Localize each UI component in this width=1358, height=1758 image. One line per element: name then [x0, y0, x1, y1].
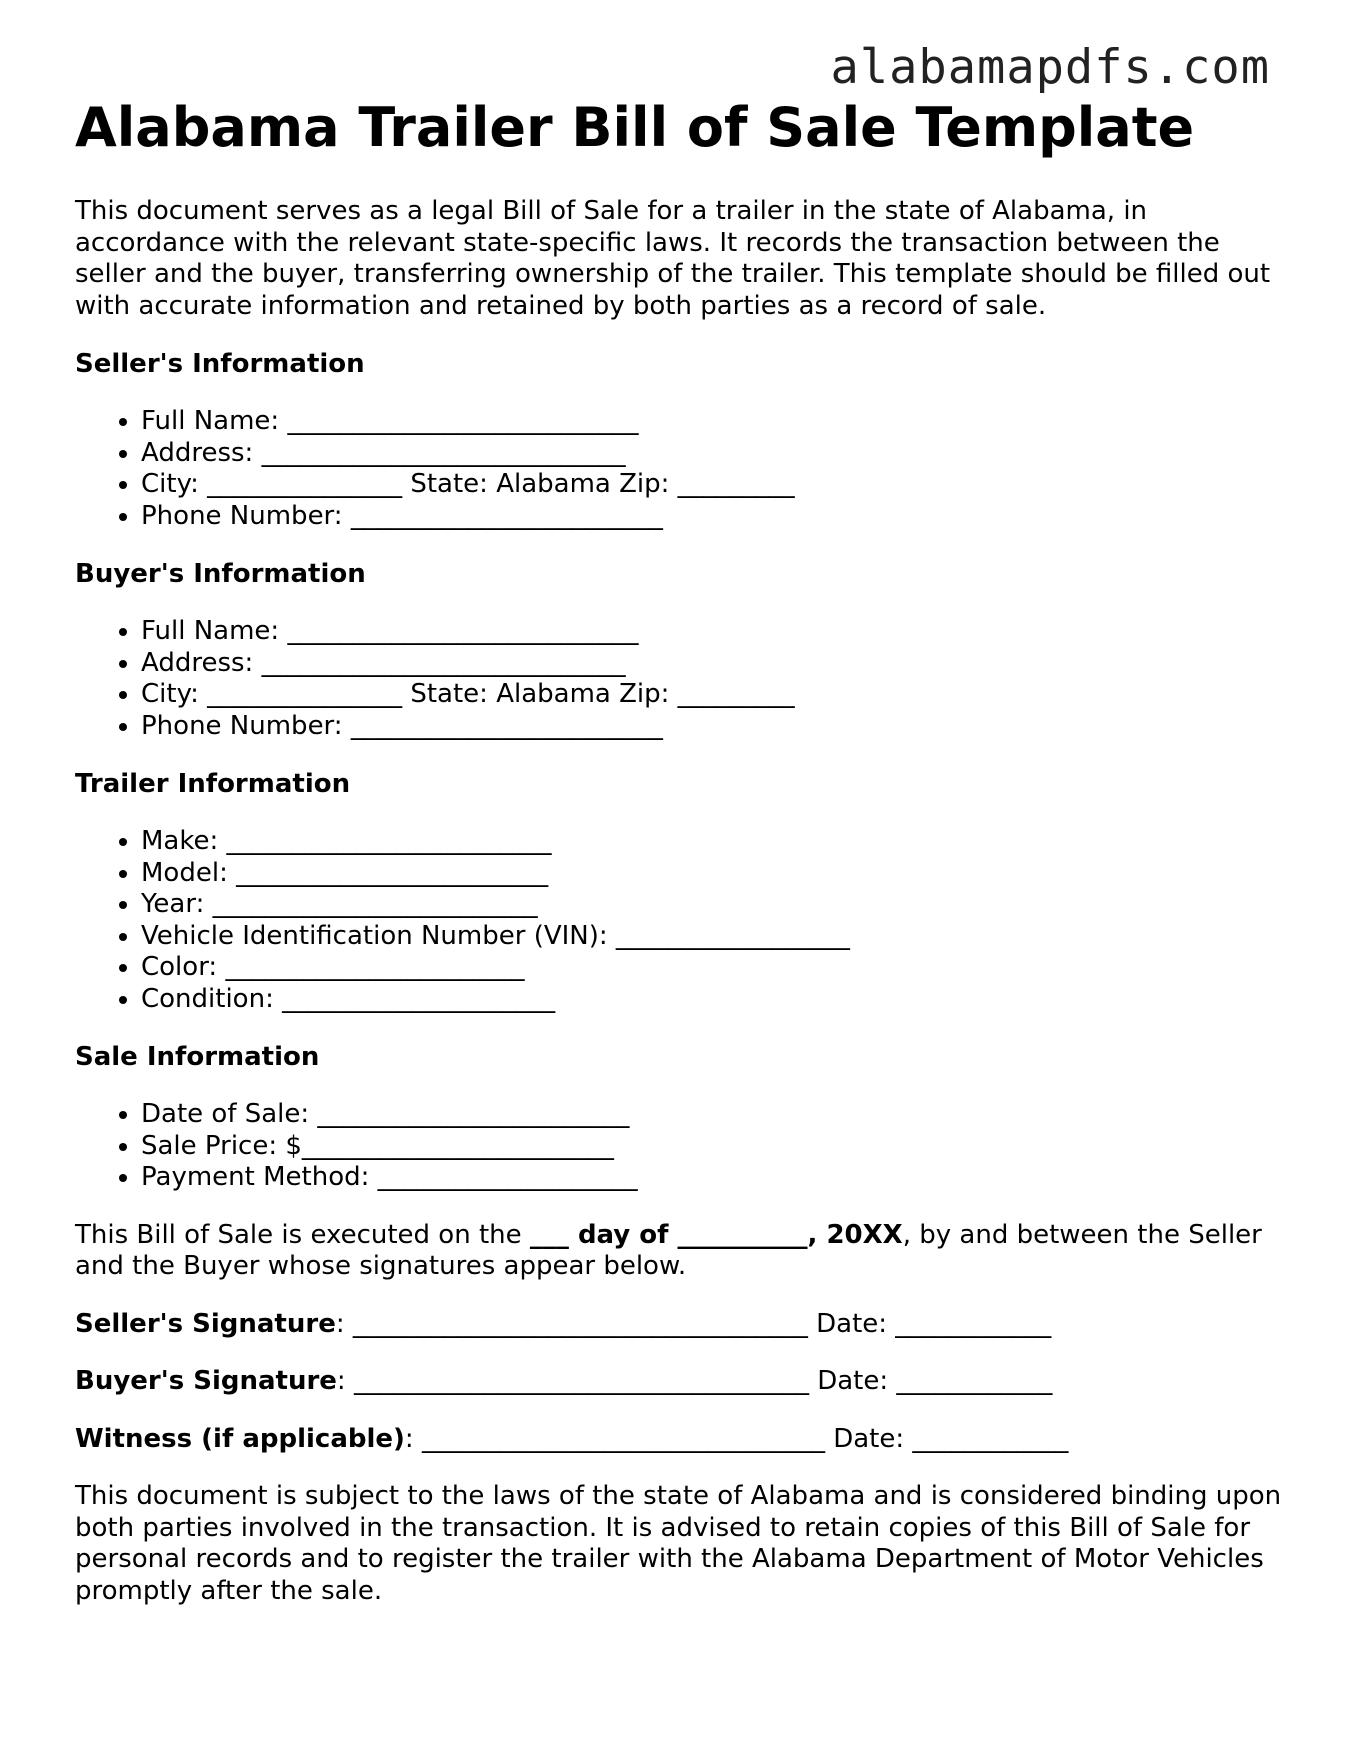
page-title: Alabama Trailer Bill of Sale Template — [75, 96, 1195, 159]
seller-list — [75, 406, 1285, 532]
document-body — [75, 96, 1285, 1607]
seller-address-field: • Address: ____________________________ — [141, 438, 1285, 470]
seller-full-name-field: • Full Name: ___________________________ — [141, 406, 1285, 438]
intro-paragraph: This document serves as a legal Bill of Sale for a trailer in the state of Alabama, in accordance with the relevant state-specific laws. It records the transaction between the seller and the buyer, transferring ownership of the trailer. This template should be filled out with accurate information and retained by both parties as a record of sale. — [75, 196, 1271, 321]
trailer-color-field: • Color: _______________________ — [141, 952, 1285, 984]
sale-heading: Sale Information — [75, 1042, 320, 1072]
seller-signature-blank: : ___________________________________ Date: ____________ — [335, 1308, 1052, 1339]
trailer-vin-field: • Vehicle Identification Number (VIN): __________________ — [141, 921, 1285, 953]
seller-heading: Seller's Information — [75, 349, 365, 379]
seller-signature-line — [75, 1309, 1285, 1341]
buyer-city-state-zip-field: • City: _______________ State: Alabama Zip: _________ — [141, 679, 1285, 711]
buyer-full-name-field: • Full Name: ___________________________ — [141, 616, 1285, 648]
trailer-heading: Trailer Information — [75, 769, 351, 799]
trailer-condition-field: • Condition: _____________________ — [141, 984, 1285, 1016]
sale-list — [75, 1099, 1285, 1194]
seller-phone-field: • Phone Number: ________________________ — [141, 501, 1285, 533]
site-watermark: alabamapdfs.com — [830, 40, 1270, 95]
seller-signature-label: Seller's Signature — [75, 1308, 336, 1339]
sale-date-field: • Date of Sale: ________________________ — [141, 1099, 1285, 1131]
trailer-year-field: • Year: _________________________ — [141, 889, 1285, 921]
buyer-list — [75, 616, 1285, 742]
buyer-signature-label: Buyer's Signature — [75, 1366, 337, 1396]
witness-signature-line — [75, 1424, 1285, 1456]
payment-method-field: • Payment Method: ____________________ — [141, 1162, 1285, 1194]
execution-suffix: , by and between the Seller and the Buyer whose signatures appear below. — [75, 1219, 1262, 1281]
witness-signature-label: Witness (if applicable) — [75, 1423, 405, 1454]
buyer-address-field: • Address: ____________________________ — [141, 648, 1285, 680]
seller-city-state-zip-field: • City: _______________ State: Alabama Zip: _________ — [141, 469, 1285, 501]
execution-date: ___ day of __________, 20XX — [529, 1219, 903, 1250]
closing-paragraph: This document is subject to the laws of the state of Alabama and is considered binding upon both parties involved in the transaction. It is advised to retain copies of this Bill of Sale for personal records and to register the trailer with the Alabama Department of Motor Vehicles promptly after the sale. — [75, 1481, 1282, 1606]
buyer-heading: Buyer's Information — [75, 559, 366, 589]
buyer-signature-line — [75, 1366, 1285, 1398]
execution-prefix: This Bill of Sale is executed on the — [75, 1219, 530, 1250]
trailer-list — [75, 826, 1285, 1015]
execution-statement — [75, 1220, 1285, 1283]
buyer-signature-blank: : ___________________________________ Date: ____________ — [336, 1366, 1053, 1396]
trailer-model-field: • Model: ________________________ — [141, 858, 1285, 890]
buyer-phone-field: • Phone Number: ________________________ — [141, 711, 1285, 743]
sale-price-field: • Sale Price: $________________________ — [141, 1131, 1285, 1163]
witness-signature-blank: : _______________________________ Date: ____________ — [404, 1423, 1069, 1454]
trailer-make-field: • Make: _________________________ — [141, 826, 1285, 858]
